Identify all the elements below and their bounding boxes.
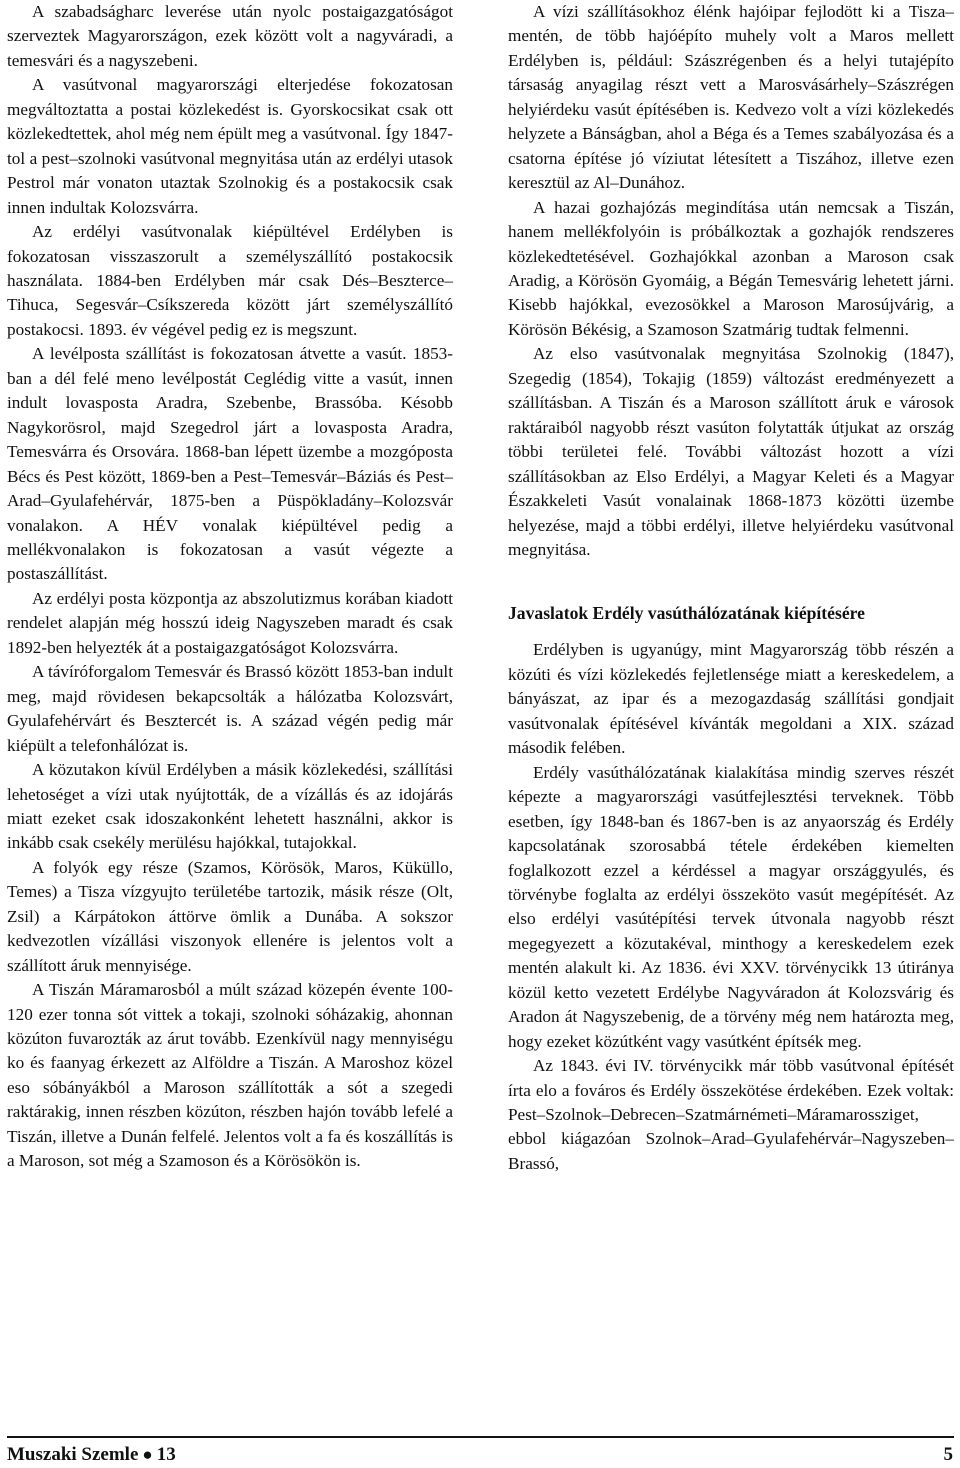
paragraph: A hazai gozhajózás megindítása után nemcsak a Tiszán, hanem mellékfolyóin is próbálkoztak a gozhajók rendszeres közlekedtetésével. Gozhajókkal azonban a Maroson csak Aradig, a Körösön Gyomáig, a Bégán Temesvárig lehetett járni. Kisebb hajókkal, evezosökkel a Maroson Marosújvárig, a Körösön Békésig, a Szamoson Szatmárig tudtak felmenni. [508,197,954,339]
section-heading: Javaslatok Erdély vasúthálózatának kiépítésére [508,603,865,624]
issue-number: 13 [156,1444,176,1465]
footer-journal-info [7,1444,176,1466]
bullet-icon: ● [142,1445,153,1464]
paragraph: A távíróforgalom Temesvár és Brassó között 1853-ban indult meg, majd rövidesen bekapcsolták a hálózatba Kolozsvárt, Gyulafehérvárt és Besztercét is. A század végén pedig már kiépült a telefonhálózat is. [7,662,453,755]
paragraph: A levélposta szállítást is fokozatosan átvette a vasút. 1853-ban a dél felé meno levélpostát Ceglédig vitte a vasút, innen indult lovasposta Aradra, Szebenbe, Brassóba. Késobb Nagykorösrol, majd Szegedrol járt a lovasposta Aradra, Temesvárra és Orsovára. 1868-ban lépett üzembe a mozgóposta Bécs és Pest között, 1869-ben a Pest–Temesvár–Báziás és Pest–Arad–Gyulafehérvár, 1875-ben a Püspökladány–Kolozsvár vonalakon. A HÉV vonalak kiépültével pedig a mellékvonalakon is fokozatosan a vasút végezte a postaszállítást. [7,344,453,584]
paragraph: Az erdélyi posta központja az abszolutizmus korában kiadott rendelet alapján még hosszú ideig Nagyszeben maradt és csak 1892-ben helyezték át a postaigazgatóságot Kolozsvárra. [7,588,453,657]
page-number: 5 [943,1444,953,1465]
paragraph: Az elso vasútvonalak megnyitása Szolnokig (1847), Szegedig (1854), Tokajig (1859) változást eredményezett a szállításban. A Tiszán és a Maroson szállított áruk e városok raktáraiból nagyobb részt vasúton folytatták útjukat az ország többi területei felé. További változást hozott a vízi szállításokban az Elso Erdélyi, a Magyar Keleti és a Magyar Északkeleti Vasút vonalainak 1868-1873 közötti üzembe helyezése, majd a többi erdélyi, illetve helyiérdeku vasútvonal megnyitása. [508,344,954,559]
paragraph: A vasútvonal magyarországi elterjedése fokozatosan megváltoztatta a postai közlekedést is. Gyorskocsikat csak ott közlekedtettek, ahol még nem épült meg a vasútvonal. Így 1847-tol a pest–szolnoki vasútvonal megnyitása után az erdélyi utasok Pestrol már vonaton utaztak Szolnokig és a postakocsik csak innen indultak Kolozsvárra. [7,75,453,217]
paragraph: A folyók egy része (Szamos, Körösök, Maros, Küküllo, Temes) a Tisza vízgyujto területébe tartozik, másik része (Olt, Zsil) a Kárpátokon áttörve ömlik a Dunába. A sokszor kedvezotlen vízállási viszonyok ellenére is jelentos volt a szállított áruk mennyisége. [7,857,453,975]
footer-divider [7,1436,954,1438]
paragraph: A Tiszán Máramarosból a múlt század közepén évente 100-120 ezer tonna sót vittek a tokaji, szolnoki sóházakig, ahonnan közúton fuvarozták az árut tovább. Ezenkívül nagy mennyiségu ko és faanyag érkezett az Alföldre a Tiszán. A Maroshoz közel eso sóbányákból a Maroson szállították a sót a szegedi raktárakig, innen részben közúton, részben hajón tovább lefelé a Tiszán, illetve a Dunán felfelé. Jelentos volt a fa és koszállítás is a Maroson, sot még a Szamoson és a Körösökön is. [7,980,453,1171]
left-column [7,0,453,1174]
page-footer [0,1436,960,1468]
right-column [508,0,954,1176]
paragraph: A szabadságharc leverése után nyolc postaigazgatóságot szerveztek Magyarországon, ezek között volt a nagyváradi, a temesvári és a nagyszebeni. [7,2,453,70]
paragraph: Az 1843. évi IV. törvénycikk már több vasútvonal építését írta elo a fováros és Erdély összekötése érdekében. Ezek voltak: Pest–Szolnok–Debrecen–Szatmárnémeti–Máramarossziget, ebbol kiágazóan Szolnok–Arad–Gyulafehérvár–Nagyszeben–Brassó, [508,1056,954,1173]
paragraph: Erdélyben is ugyanúgy, mint Magyarország több részén a közúti és vízi közlekedés fejletlensége miatt a kereskedelem, a bányászat, az ipar és a mezogazdaság szállítási gondjait vasútvonalak építésével kívánták megoldani a XIX. század második felében. [508,640,954,758]
paragraph: A vízi szállításokhoz élénk hajóipar fejlodött ki a Tisza–mentén, de több hajóépíto muhely volt a Maros mellett Erdélyben is, például: Szászrégenben és a helyi tutajépíto társaság anyagilag részt vett a Marosvásárhely–Szászrégen helyiérdeku vasút építésében is. Kedvezo volt a vízi közlekedés helyzete a Bánságban, ahol a Béga és a Temes szabályozása és a csatorna építése jó víziutat létesített a Tiszához, illetve ezen keresztül az Al–Dunához. [508,2,954,193]
paragraph: Az erdélyi vasútvonalak kiépültével Erdélyben is fokozatosan visszaszorult a személyszállító postakocsik használata. 1884-ben Erdélyben már csak Dés–Beszterce–Tihuca, Segesvár–Csíkszereda között járt személyszállító postakocsi. 1893. év végével pedig ez is megszunt. [7,222,453,339]
journal-title: Muszaki Szemle [7,1444,139,1465]
paragraph: A közutakon kívül Erdélyben a másik közlekedési, szállítási lehetoséget a vízi utak nyújtották, de a vízállás és az idojárás miatt ezeket csak idoszakonként lehetett használni, akkor is inkább csak csekély merülésu hajókkal, tutajokkal. [7,760,453,853]
paragraph: Erdély vasúthálózatának kialakítása mindig szerves részét képezte a magyarországi vasútfejlesztési terveknek. Több esetben, így 1848-ban és 1867-ben is az anyaország és Erdély kapcsolatának szorosabbá tétele érdekében kiemelten foglalkozott ezzel a kérdéssel a magyar országgyulés, és törvénybe foglalta az erdélyi összeköto vasút megépítését. Az elso erdélyi vasútépítési tervek útvonala nagyobb részt megegyezett a közutakéval, minthogy a kereskedelem ezek mentén alakult ki. Az 1836. évi XXV. törvénycikk 13 útiránya közül ketto vezetett Erdélybe Nagyváradon át Kolozsvárig és Aradon át Nagyszebenig, de a törvény még nem határozta meg, hogy ezeket közútként vagy vasútként építsék meg. [508,762,954,1051]
